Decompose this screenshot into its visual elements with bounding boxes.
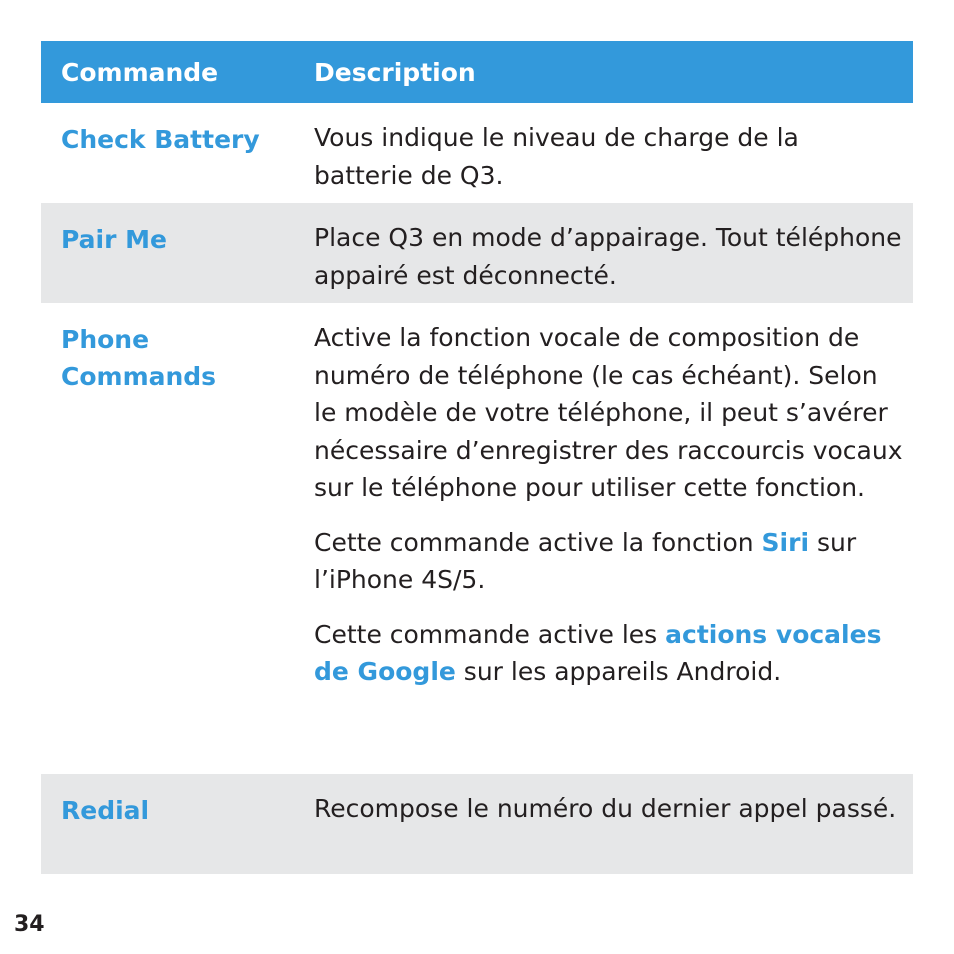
command-description xyxy=(314,219,904,294)
command-description xyxy=(314,790,904,828)
description-text: Active la fonction vocale de composition de numéro de téléphone (le cas échéant). Selon le modèle de votre téléphone, il peut s’avérer nécessaire d’enregistrer des raccourcis vocaux sur le téléphone pour utiliser cette fonction. xyxy=(314,323,903,502)
table-row xyxy=(41,303,913,774)
google-note: Cette commande active les actions vocales de Google sur les appareils Android. xyxy=(314,619,882,686)
command-name: Check Battery xyxy=(61,125,260,154)
google-voice-highlight: actions vocales de Google xyxy=(314,619,882,686)
command-name: Redial xyxy=(61,796,150,825)
header-description: Description xyxy=(314,58,476,87)
command-description xyxy=(314,319,904,691)
table-row xyxy=(41,774,913,874)
description-text: Vous indique le niveau de charge de la batterie de Q3. xyxy=(314,123,799,190)
siri-note: Cette commande active la fonction Siri sur l’iPhone 4S/5. xyxy=(314,527,857,594)
description-text: Recompose le numéro du dernier appel passé. xyxy=(314,794,897,823)
description-text: Place Q3 en mode d’appairage. Tout téléphone appairé est déconnecté. xyxy=(314,223,902,290)
header-command: Commande xyxy=(61,58,219,87)
command-description xyxy=(314,119,904,194)
table-header xyxy=(41,41,913,103)
siri-highlight: Siri xyxy=(761,527,810,557)
command-table xyxy=(41,41,913,874)
page-number: 34 xyxy=(14,912,45,937)
command-name: Pair Me xyxy=(61,225,167,254)
table-row xyxy=(41,203,913,303)
table-row xyxy=(41,103,913,203)
command-name: Phone Commands xyxy=(61,325,217,391)
